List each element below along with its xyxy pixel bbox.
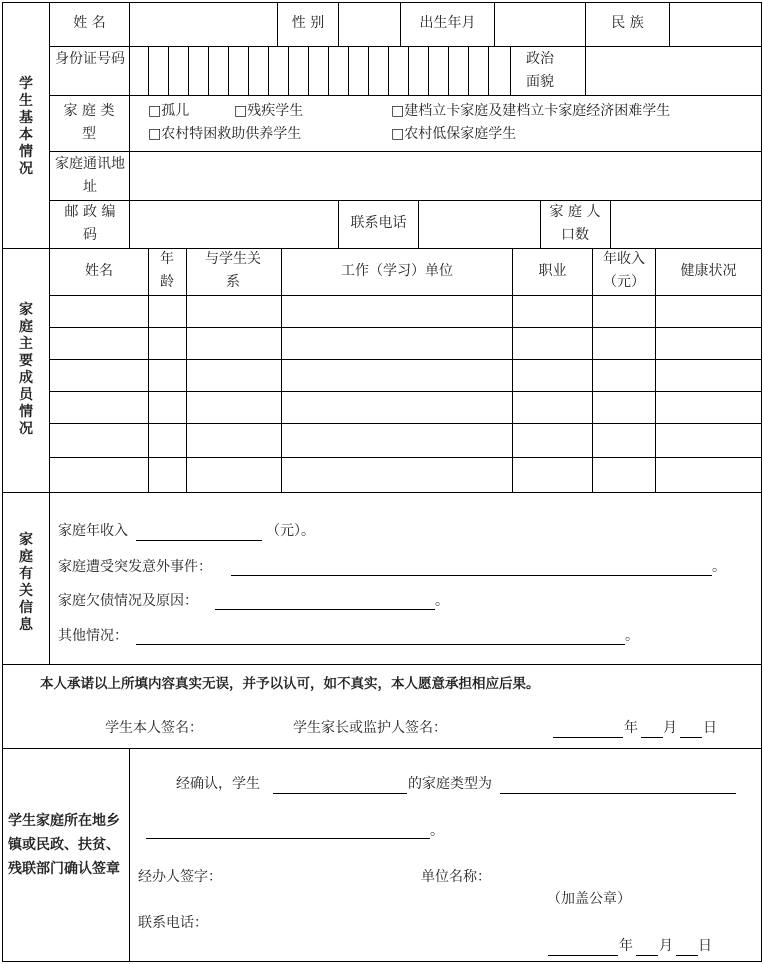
id-number-field[interactable] bbox=[130, 47, 510, 95]
col-age: 年龄 bbox=[160, 251, 174, 290]
confirm-phone-label: 联系电话： bbox=[138, 915, 208, 931]
id-label: 身份证号码 bbox=[55, 51, 125, 67]
col-relation: 与学生关系 bbox=[205, 251, 261, 290]
income-unit: （元）。 bbox=[266, 523, 315, 539]
member-row[interactable] bbox=[50, 392, 761, 423]
grid-line bbox=[510, 46, 511, 95]
birth-field[interactable] bbox=[495, 3, 585, 46]
pledge-year: 年 bbox=[624, 720, 638, 736]
debt-blank[interactable] bbox=[215, 609, 435, 610]
pledge-day: 日 bbox=[703, 720, 717, 736]
col-income: 年收入（元） bbox=[603, 251, 645, 290]
member-row[interactable] bbox=[50, 328, 761, 359]
accident-period: 。 bbox=[712, 559, 726, 575]
grid-line bbox=[2, 748, 762, 749]
other-period: 。 bbox=[625, 628, 639, 644]
postcode-field[interactable] bbox=[130, 201, 338, 248]
confirm-year-blank[interactable] bbox=[548, 955, 618, 956]
other-label: 其他情况： bbox=[58, 628, 128, 644]
pledge-month: 月 bbox=[663, 720, 677, 736]
section-title-family-members: 家庭主要成员情况 bbox=[19, 302, 33, 437]
pledge-day-blank[interactable] bbox=[680, 737, 702, 738]
confirm-month-blank[interactable] bbox=[636, 955, 658, 956]
grid-line bbox=[129, 748, 130, 961]
grid-line bbox=[49, 95, 762, 96]
pledge-month-blank[interactable] bbox=[641, 737, 663, 738]
confirm-day-blank[interactable] bbox=[676, 955, 698, 956]
political-field[interactable] bbox=[586, 47, 761, 95]
grid-line bbox=[2, 961, 762, 962]
confirm-period: 。 bbox=[430, 823, 444, 839]
accident-blank[interactable] bbox=[231, 575, 712, 576]
gender-label: 性 别 bbox=[291, 15, 325, 31]
confirm-month: 月 bbox=[659, 938, 673, 954]
household-label: 家 庭 人口数 bbox=[549, 204, 601, 243]
confirm-day: 日 bbox=[698, 938, 712, 954]
debt-period: 。 bbox=[435, 593, 449, 609]
member-row[interactable] bbox=[50, 296, 761, 327]
debt-label: 家庭欠债情况及原因： bbox=[58, 593, 198, 609]
name-field[interactable] bbox=[130, 3, 277, 46]
confirm-prefix: 经确认，学生 bbox=[176, 776, 260, 792]
family-type-label: 家 庭 类 型 bbox=[63, 103, 115, 142]
income-blank[interactable] bbox=[136, 540, 262, 541]
phone-label: 联系电话 bbox=[350, 215, 407, 231]
birth-label: 出生年月 bbox=[419, 15, 476, 31]
grid-line bbox=[2, 2, 3, 962]
option-rural-lowincome[interactable]: □农村低保家庭学生 bbox=[391, 126, 517, 142]
option-rural-special[interactable]: □农村特困救助供养学生 bbox=[148, 126, 302, 142]
option-orphan[interactable]: □孤儿 bbox=[148, 103, 190, 119]
accident-label: 家庭遭受突发意外事件： bbox=[58, 559, 212, 575]
family-type-blank[interactable] bbox=[500, 793, 736, 794]
col-name: 姓名 bbox=[85, 263, 113, 279]
grid-line bbox=[761, 2, 762, 962]
handler-label: 经办人签字： bbox=[138, 869, 222, 885]
address-field[interactable] bbox=[130, 152, 761, 200]
parent-sign-label: 学生家长或监护人签名： bbox=[293, 720, 447, 736]
pledge-year-blank[interactable] bbox=[553, 737, 623, 738]
other-blank[interactable] bbox=[136, 644, 625, 645]
grid-line bbox=[540, 200, 541, 248]
section-title-confirm: 学生家庭所在地乡镇或民政、扶贫、残联部门确认签章 bbox=[8, 813, 120, 877]
option-poverty-file[interactable]: □建档立卡家庭及建档立卡家庭经济困难学生 bbox=[391, 103, 671, 119]
phone-field[interactable] bbox=[419, 201, 540, 248]
family-type-blank-continued[interactable] bbox=[146, 838, 430, 839]
section-title-family-info: 家庭有关信息 bbox=[19, 532, 33, 633]
address-label: 家庭通讯地址 bbox=[55, 156, 125, 195]
household-field[interactable] bbox=[611, 201, 761, 248]
confirm-mid: 的家庭类型为 bbox=[408, 776, 492, 792]
grid-line bbox=[2, 492, 762, 493]
member-row[interactable] bbox=[50, 360, 761, 391]
col-work: 工作（学习）单位 bbox=[341, 263, 453, 279]
student-name-blank[interactable] bbox=[273, 793, 407, 794]
section-title-student-info: 学生基本情况 bbox=[19, 76, 33, 177]
name-label: 姓 名 bbox=[73, 15, 106, 31]
income-label: 家庭年收入 bbox=[58, 523, 128, 539]
member-row[interactable] bbox=[50, 458, 761, 492]
ethnicity-field[interactable] bbox=[670, 3, 761, 46]
col-health: 健康状况 bbox=[680, 263, 737, 279]
seal-note: （加盖公章） bbox=[547, 891, 631, 907]
option-disabled[interactable]: □残疾学生 bbox=[234, 103, 304, 119]
ethnicity-label: 民 族 bbox=[611, 15, 644, 31]
postcode-label: 邮 政 编 码 bbox=[64, 204, 116, 243]
unit-label: 单位名称： bbox=[421, 869, 491, 885]
political-label: 政治面貌 bbox=[526, 51, 554, 90]
student-sign-label: 学生本人签名： bbox=[105, 720, 203, 736]
grid-line bbox=[2, 664, 762, 665]
col-job: 职业 bbox=[538, 263, 567, 279]
member-row[interactable] bbox=[50, 424, 761, 457]
pledge-text: 本人承诺以上所填内容真实无误，并予以认可，如不真实，本人愿意承担相应后果。 bbox=[40, 676, 540, 692]
confirm-year: 年 bbox=[619, 938, 633, 954]
gender-field[interactable] bbox=[339, 3, 400, 46]
